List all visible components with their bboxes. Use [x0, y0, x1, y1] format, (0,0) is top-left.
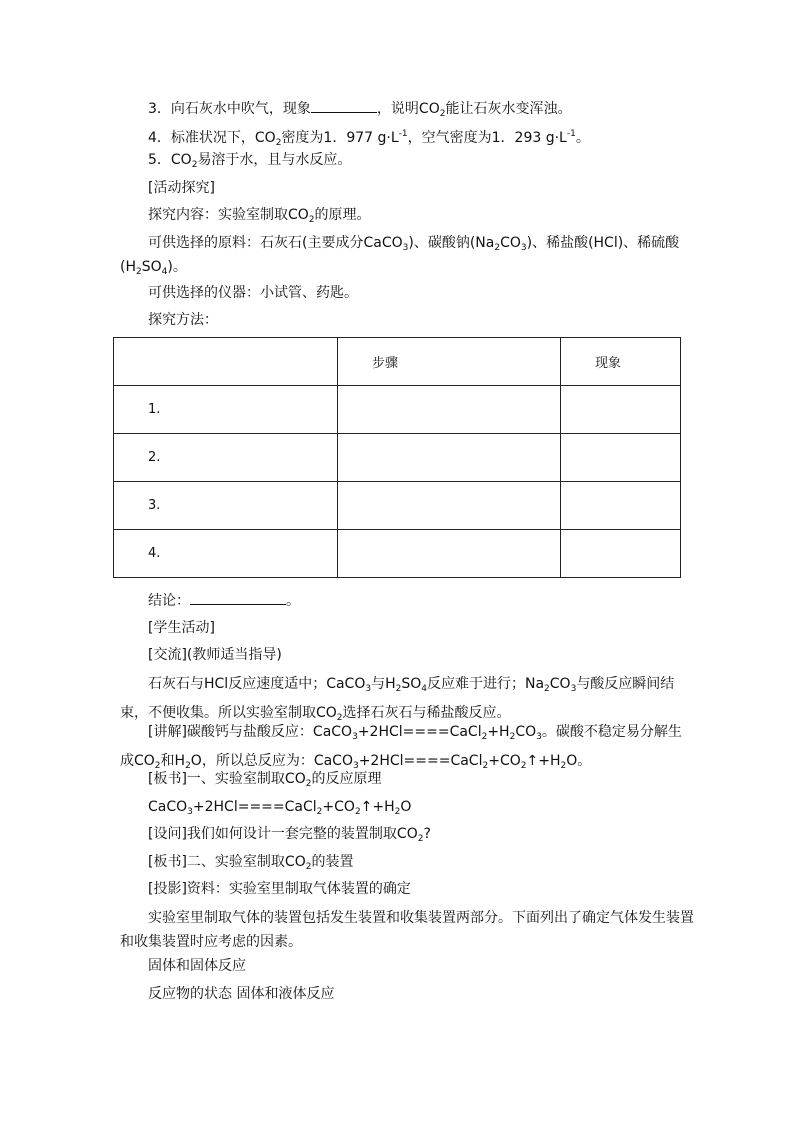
materials-cont: $(H_2SO_4)$。 — [120, 259, 187, 277]
table-header-cell: 步骤 — [338, 338, 561, 386]
instruments: 可供选择的仪器：小试管、药匙。 — [148, 285, 358, 301]
step-cell — [338, 482, 561, 530]
board-note-1: [板书]一、实验室制取$CO_2$的反应原理 — [148, 771, 382, 789]
student-activity-heading: [学生活动] — [148, 620, 215, 636]
step-cell — [338, 530, 561, 578]
step-number: 1. — [114, 386, 338, 434]
item-5: 5．$CO_2$易溶于水，且与水反应。 — [148, 152, 352, 170]
activity-heading: [活动探究] — [148, 180, 215, 196]
exchange-paragraph: 石灰石与HCl反应速度适中；CaCO$_3$与$H_2SO_4$反应难于进行；$Na_2CO_3$与酸反应瞬间结束，不便收集。所以实验室制取$CO_2$选择石灰石与稀盐酸反应。 — [120, 676, 675, 723]
step-number: 4. — [114, 530, 338, 578]
answer-blank — [311, 98, 377, 113]
reactant-state-label: 反应物的状态 固体和液体反应 — [148, 986, 335, 1002]
table-row — [114, 530, 681, 578]
question: [设问]我们如何设计一套完整的装置制取$CO_2$? — [148, 826, 431, 844]
solid-solid-label: 固体和固体反应 — [148, 958, 246, 974]
table-row — [114, 482, 681, 530]
table-row — [114, 434, 681, 482]
lecture-paragraph: [讲解]碳酸钙与盐酸反应：$CaCO_3+2HCl====CaCl_2+H_2CO_3$。碳酸不稳定易分解生成$CO_2$和$H_2O$，所以总反应为：$CaCO_3+2HCl====CaCl_2+CO_2↑+H_2O$。 — [120, 724, 682, 771]
phenomenon-cell — [561, 530, 681, 578]
exchange-heading: [交流](教师适当指导) — [148, 647, 282, 663]
projection-note: [投影]资料：实验室里制取气体装置的确定 — [148, 881, 411, 897]
method-label: 探究方法： — [148, 312, 218, 328]
conclusion: 结论： 。 — [148, 590, 300, 611]
item-3: 3．向石灰水中吹气，现象 ，说明$CO_2$能让石灰水变浑浊。 — [148, 98, 571, 124]
reaction-equation: $CaCO_3+2HCl====CaCl_2+CO_2↑+H_2O$ — [148, 799, 412, 817]
step-number: 3. — [114, 482, 338, 530]
materials: 可供选择的原料：石灰石(主要成分CaCO$_3$)、碳酸钠$(Na_2CO_3)$、稀盐酸(HCl)、稀硫酸 — [148, 235, 680, 253]
answer-blank — [190, 590, 286, 605]
method-table — [113, 337, 681, 578]
phenomenon-cell — [561, 386, 681, 434]
board-note-2: [板书]二、实验室制取$CO_2$的装置 — [148, 854, 354, 872]
inquiry-content: 探究内容：实验室制取$CO_2$的原理。 — [148, 207, 371, 225]
item-4: 4．标准状况下，$CO_2$密度为1．977 $g\cdot L^{-1}$，空气密度为1．293 $g\cdot L^{-1}$。 — [148, 129, 590, 148]
phenomenon-cell — [561, 482, 681, 530]
table-header-cell: 现象 — [561, 338, 681, 386]
step-cell — [338, 434, 561, 482]
table-header-cell — [114, 338, 338, 386]
phenomenon-cell — [561, 434, 681, 482]
step-cell — [338, 386, 561, 434]
table-row — [114, 386, 681, 434]
device-paragraph: 实验室里制取气体的装置包括发生装置和收集装置两部分。下面列出了确定气体发生装置和收集装置时应考虑的因素。 — [120, 910, 694, 950]
table-header-row — [114, 338, 681, 386]
step-number: 2. — [114, 434, 338, 482]
